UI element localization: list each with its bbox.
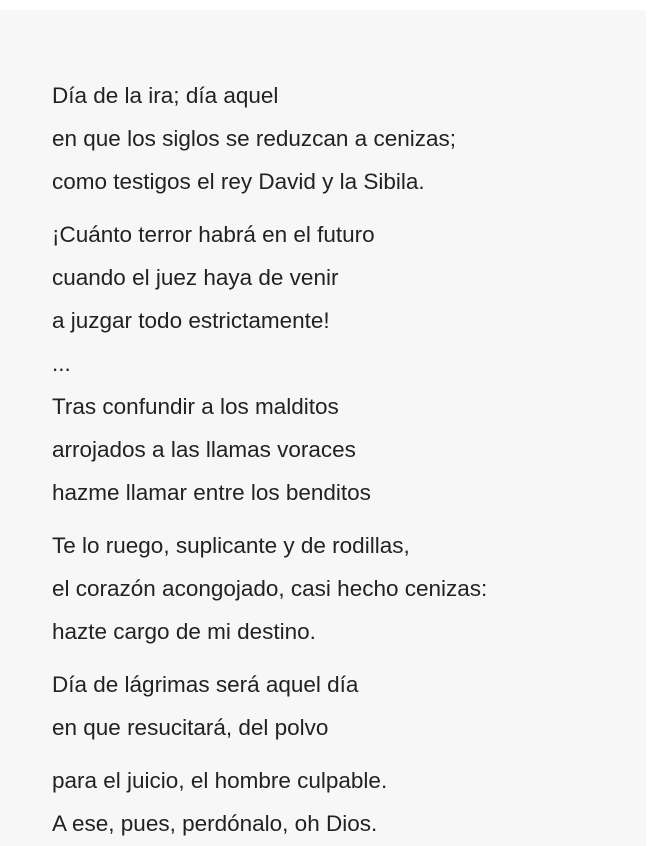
poem-line: Día de lágrimas será aquel día [52, 672, 359, 697]
poem-line: para el juicio, el hombre culpable. [52, 768, 388, 793]
poem-ellipsis: ... [52, 351, 71, 376]
poem-line: ¡Cuánto terror habrá en el futuro [52, 222, 375, 247]
poem-line: en que los siglos se reduzcan a cenizas; [52, 126, 456, 151]
poem-panel [0, 10, 646, 846]
poem-line: cuando el juez haya de venir [52, 265, 339, 290]
poem-line: hazme llamar entre los benditos [52, 480, 371, 505]
poem-line: en que resucitará, del polvo [52, 715, 329, 740]
stanza-2 [52, 213, 646, 514]
stanza-1 [52, 74, 646, 203]
poem-line: a juzgar todo estrictamente! [52, 308, 330, 333]
poem-line: arrojados a las llamas voraces [52, 437, 356, 462]
poem-line: Te lo ruego, suplicante y de rodillas, [52, 533, 410, 558]
poem-line: como testigos el rey David y la Sibila. [52, 169, 425, 194]
stanza-5 [52, 759, 646, 845]
stanza-3 [52, 524, 646, 653]
poem-line: Tras confundir a los malditos [52, 394, 339, 419]
poem-line: el corazón acongojado, casi hecho cenizas: [52, 576, 488, 601]
stanza-4 [52, 663, 646, 749]
poem-line: A ese, pues, perdónalo, oh Dios. [52, 811, 378, 836]
poem-line: Día de la ira; día aquel [52, 83, 279, 108]
poem-line: hazte cargo de mi destino. [52, 619, 316, 644]
